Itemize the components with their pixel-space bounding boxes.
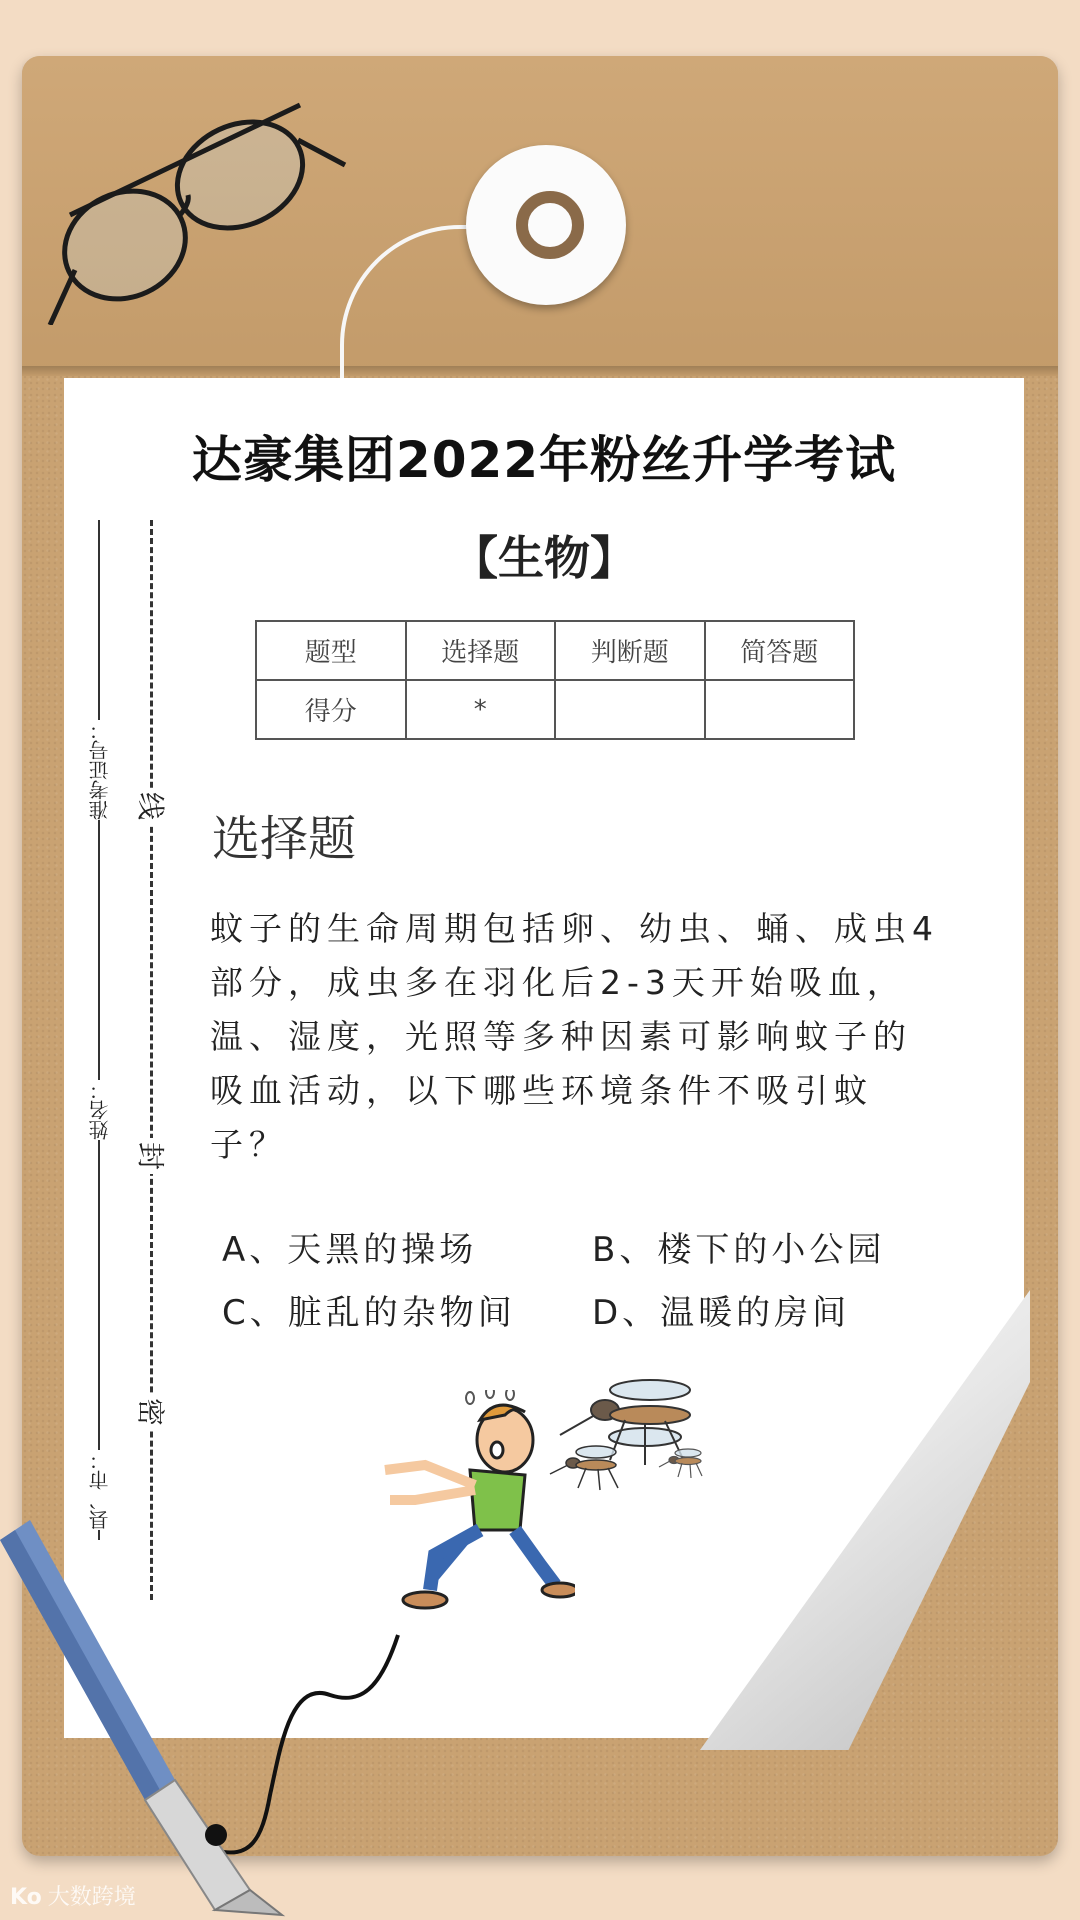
fountain-pen-icon bbox=[0, 1520, 420, 1920]
binding-dashed-line bbox=[150, 520, 153, 1600]
score-value-cell bbox=[705, 680, 855, 739]
watermark-text: 大数跨境 bbox=[47, 1885, 136, 1910]
watermark bbox=[10, 1880, 136, 1911]
mosquito-icon bbox=[658, 1445, 708, 1481]
seal-char-line: 线 bbox=[128, 788, 176, 824]
binding-solid-line bbox=[98, 520, 100, 1540]
score-table-header-row bbox=[256, 621, 854, 680]
answer-options bbox=[222, 1222, 942, 1334]
county-label: 县、市： bbox=[88, 1450, 112, 1530]
score-header-cell: 选择题 bbox=[406, 621, 556, 680]
score-table-value-row bbox=[256, 680, 854, 739]
option-b[interactable]: B、楼下的小公园 bbox=[592, 1230, 886, 1270]
option-c[interactable]: C、脏乱的杂物间 bbox=[222, 1293, 516, 1333]
score-header-cell: 判断题 bbox=[555, 621, 705, 680]
seal-char-seal: 封 bbox=[128, 1138, 176, 1174]
option-a[interactable]: A、天黑的操场 bbox=[222, 1230, 478, 1270]
glasses-icon bbox=[30, 95, 350, 325]
question-text: 蚊子的生命周期包括卵、幼虫、蛹、成虫4部分，成虫多在羽化后2-3天开始吸血，温、湿度，光照等多种因素可影响蚊子的吸血活动，以下哪些环境条件不吸引蚊子？ bbox=[210, 909, 939, 1164]
watermark-logo: Ko bbox=[10, 1885, 42, 1910]
score-header-cell: 简答题 bbox=[705, 621, 855, 680]
score-table bbox=[255, 620, 855, 740]
flap-shadow bbox=[22, 366, 1058, 376]
score-value-cell bbox=[555, 680, 705, 739]
binding-margin bbox=[88, 520, 192, 1600]
exam-title: 达豪集团2022年粉丝升学考试 bbox=[191, 431, 897, 489]
score-row-label: 得分 bbox=[256, 680, 406, 739]
section-title: 选择题 bbox=[212, 811, 357, 867]
exam-subject: 【生物】 bbox=[452, 531, 636, 585]
score-header-cell: 题型 bbox=[256, 621, 406, 680]
option-d[interactable]: D、温暖的房间 bbox=[592, 1293, 851, 1333]
envelope-button bbox=[466, 145, 626, 305]
mosquito-icon bbox=[548, 1440, 628, 1495]
score-value-cell: * bbox=[406, 680, 556, 739]
name-label: 姓名： bbox=[88, 1080, 112, 1140]
exam-number-label: 准考证号： bbox=[88, 720, 112, 820]
seal-char-secret: 密 bbox=[128, 1394, 176, 1430]
